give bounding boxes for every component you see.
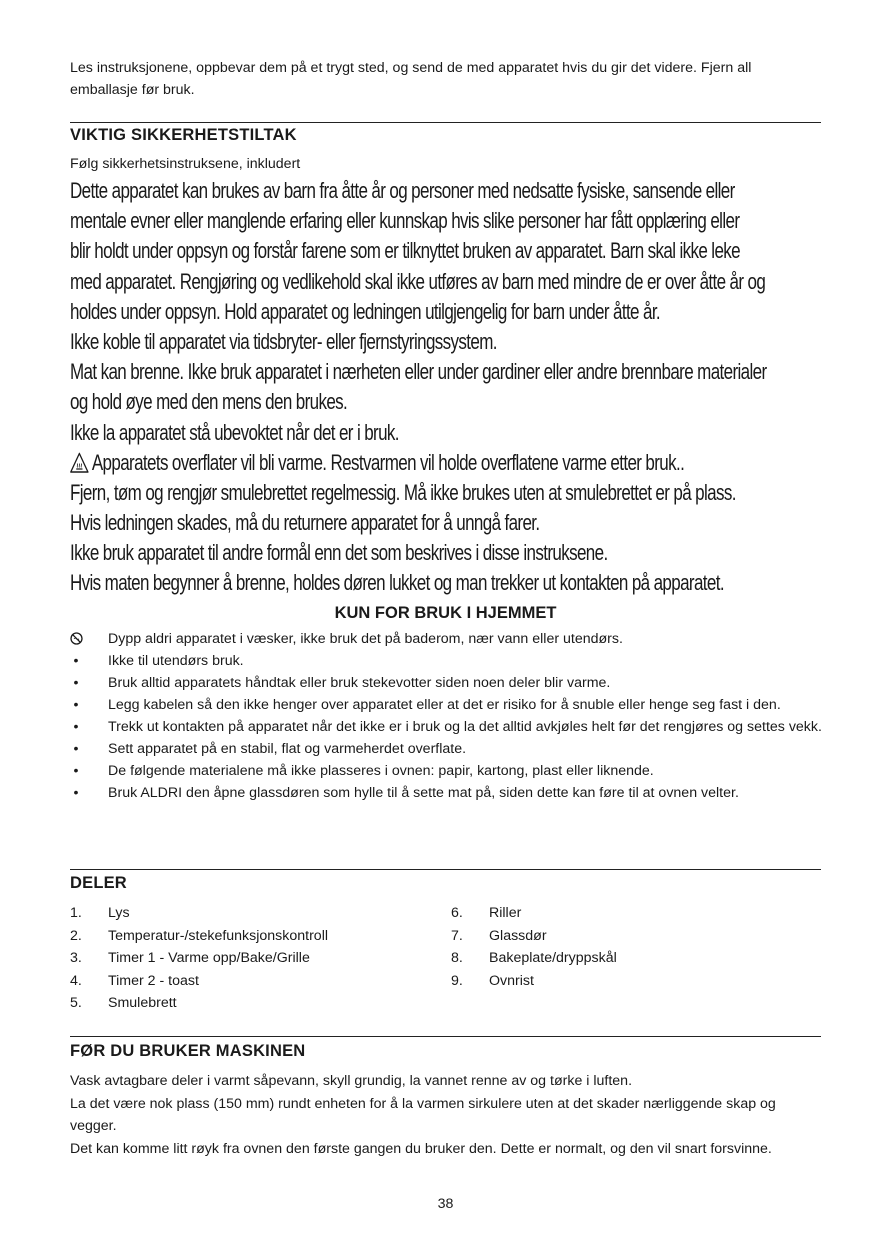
part-item <box>70 947 430 970</box>
bullet-marker: • <box>73 697 79 713</box>
list-item <box>70 628 822 650</box>
bullet-text: Ikke til utendørs bruk. <box>108 653 244 669</box>
page-number: 38 <box>437 1196 454 1212</box>
bullet-text: Trekk ut kontakten på apparatet når det ikke er i bruk og la det alltid avkjøles helt før det rengjøres og settes vekk. <box>108 719 822 735</box>
safety-bullet-list <box>70 628 822 804</box>
bullet-marker: • <box>73 741 79 757</box>
list-item <box>70 782 822 804</box>
prohibited-icon <box>70 628 82 652</box>
bullet-text: Bruk ALDRI den åpne glassdøren som hylle til å sette mat på, siden dette kan føre til at ovnen velter. <box>108 785 739 801</box>
part-item <box>70 992 430 1015</box>
safety-line: med apparatet. Rengjøring og vedlikehold skal ikke utføres av barn med mindre de er over åtte år og <box>70 268 766 294</box>
safety-subheading: Følg sikkerhetsinstruksene, inkludert <box>70 156 301 172</box>
safety-line-hot-surface <box>70 448 685 478</box>
intro-text: Les instruksjonene, oppbevar dem på et trygt sted, og send de med apparatet hvis du gir det videre. Fjern all emballasje før bruk. <box>70 60 752 98</box>
section-divider <box>70 1036 821 1037</box>
part-item <box>70 925 430 948</box>
bullet-text: Legg kabelen så den ikke henger over apparatet eller at det er risiko for å snuble eller henge seg fast i den. <box>108 697 781 713</box>
list-item <box>70 738 822 760</box>
bullet-marker: • <box>73 653 79 669</box>
safety-line: blir holdt under oppsyn og forstår farene som er tilknyttet bruken av apparatet. Barn skal ikke leke <box>70 238 741 264</box>
safety-line: Hvis maten begynner å brenne, holdes døren lukket og man trekker ut kontakten på apparatet. <box>70 570 724 596</box>
part-item <box>451 925 751 948</box>
safety-line: Dette apparatet kan brukes av barn fra åtte år og personer med nedsatte fysiske, sansende eller <box>70 178 735 203</box>
safety-line: Hvis ledningen skades, må du returnere apparatet for å unngå farer. <box>70 510 540 536</box>
part-label: Lys <box>108 905 130 921</box>
safety-line: og hold øye med den mens den brukes. <box>70 389 348 415</box>
paragraph: La det være nok plass (150 mm) rundt enheten for å la varmen sirkulere uten at det skader nærliggende skap og vegger. <box>70 1095 776 1134</box>
before-use-text <box>70 1070 821 1160</box>
part-label: Ovnrist <box>489 972 534 989</box>
part-label: Smulebrett <box>108 995 177 1011</box>
hot-surface-warning-icon <box>70 451 89 481</box>
safety-heading: VIKTIG SIKKERHETSTILTAK <box>70 126 297 144</box>
part-number: 5. <box>70 995 82 1011</box>
part-item <box>451 902 751 925</box>
safety-line: mentale evner eller manglende erfaring eller kunnskap hvis slike personer har fått opplæring eller <box>70 208 740 234</box>
part-number: 1. <box>70 905 82 921</box>
part-label: Bakeplate/dryppskål <box>489 950 617 966</box>
safety-large-text <box>70 176 830 599</box>
part-item <box>70 902 430 925</box>
parts-heading: DELER <box>70 874 127 892</box>
part-item <box>451 947 751 970</box>
part-number: 2. <box>70 927 82 944</box>
safety-line: Mat kan brenne. Ikke bruk apparatet i nærheten eller under gardiner eller andre brennbare materialer <box>70 359 767 385</box>
part-item <box>451 970 751 993</box>
list-item <box>70 650 822 672</box>
part-item <box>70 970 430 993</box>
safety-line: Ikke la apparatet stå ubevoktet når det er i bruk. <box>70 419 399 445</box>
part-number: 7. <box>451 927 463 944</box>
paragraph: Det kan komme litt røyk fra ovnen den første gangen du bruker den. Dette er normalt, og den vil snart forsvinne. <box>70 1140 772 1157</box>
part-number: 9. <box>451 972 463 989</box>
safety-line: Fjern, tøm og rengjør smulebrettet regelmessig. Må ikke brukes uten at smulebrettet er på plass. <box>70 479 736 505</box>
section-divider <box>70 869 821 870</box>
part-label: Timer 2 - toast <box>108 972 199 989</box>
part-label: Temperatur-/stekefunksjonskontroll <box>108 927 329 944</box>
list-item <box>70 672 822 694</box>
bullet-marker: • <box>73 763 79 779</box>
safety-line-text: Apparatets overflater vil bli varme. Restvarmen vil holde overflatene varme etter bruk.. <box>91 449 685 475</box>
bullet-text: De følgende materialene må ikke plasseres i ovnen: papir, kartong, plast eller liknende. <box>108 763 654 779</box>
paragraph: Vask avtagbare deler i varmt såpevann, skyll grundig, la vannet renne av og tørke i luften. <box>70 1073 633 1089</box>
bullet-marker: • <box>73 719 79 735</box>
parts-column-right <box>451 902 751 992</box>
part-number: 3. <box>70 950 82 966</box>
safety-line: Ikke bruk apparatet til andre formål enn det som beskrives i disse instruksene. <box>70 540 608 566</box>
bullet-marker: • <box>73 785 79 801</box>
safety-line: Ikke koble til apparatet via tidsbryter- eller fjernstyringssystem. <box>70 328 497 354</box>
bullet-marker: • <box>73 675 79 691</box>
bullet-text: Bruk alltid apparatets håndtak eller bruk stekevotter siden noen deler blir varme. <box>108 675 611 691</box>
safety-line: holdes under oppsyn. Hold apparatet og ledningen utilgjengelig for barn under åtte år. <box>70 298 661 324</box>
part-label: Riller <box>489 905 522 921</box>
household-use-heading: KUN FOR BRUK I HJEMMET <box>334 604 557 622</box>
bullet-text: Dypp aldri apparatet i væsker, ikke bruk det på baderom, nær vann eller utendørs. <box>108 631 623 647</box>
part-label: Glassdør <box>489 927 547 944</box>
part-number: 4. <box>70 972 82 989</box>
part-number: 6. <box>451 905 463 921</box>
parts-column-left <box>70 902 430 1015</box>
list-item <box>70 694 822 716</box>
part-number: 8. <box>451 950 463 966</box>
before-use-heading: FØR DU BRUKER MASKINEN <box>70 1042 306 1060</box>
part-label: Timer 1 - Varme opp/Bake/Grille <box>108 950 310 966</box>
list-item <box>70 716 822 738</box>
section-divider <box>70 122 821 123</box>
bullet-text: Sett apparatet på en stabil, flat og varmeherdet overflate. <box>108 741 467 757</box>
list-item <box>70 760 822 782</box>
